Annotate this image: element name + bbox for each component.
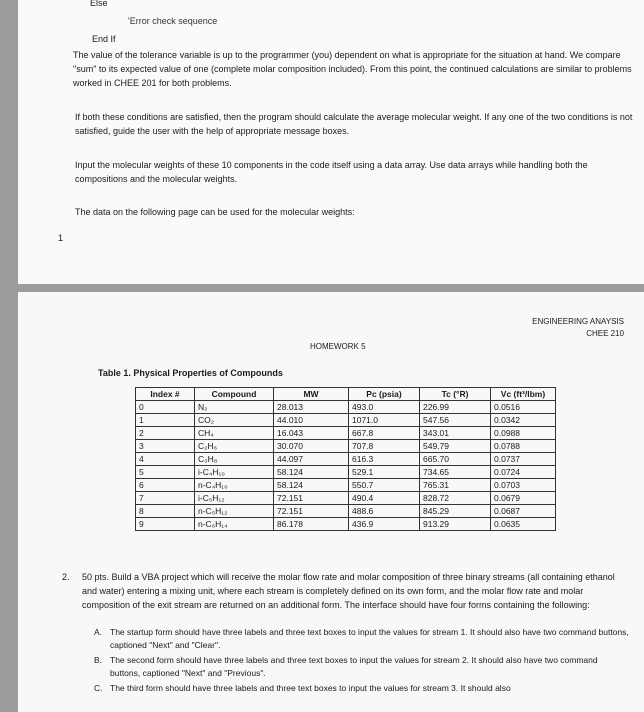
cell-tc: 828.72: [420, 492, 491, 505]
table-caption: Table 1. Physical Properties of Compounds: [98, 368, 283, 378]
cell-mw: 16.043: [274, 427, 349, 440]
properties-table: [135, 387, 556, 531]
cell-vc: 0.0988: [491, 427, 556, 440]
cell-compound: n-C₅H₁₂: [195, 505, 274, 518]
cell-pc: 1071.0: [349, 414, 420, 427]
cell-vc: 0.0635: [491, 518, 556, 531]
table-row: [136, 427, 556, 440]
list-item-text: The startup form should have three labels and three text boxes to input the values for stream 1. It should also have two command buttons, captioned "Next" and "Clear".: [110, 627, 629, 650]
cell-vc: 0.0342: [491, 414, 556, 427]
cell-tc: 547.56: [420, 414, 491, 427]
cell-compound: CH₄: [195, 427, 274, 440]
cell-pc: 490.4: [349, 492, 420, 505]
code-else: Else: [90, 0, 108, 8]
cell-compound: CO₂: [195, 414, 274, 427]
list-item-text: The third form should have three labels and three text boxes to input the values for stream 3. It should also: [110, 683, 511, 693]
header-mw: MW: [274, 388, 349, 401]
list-item: [94, 654, 630, 680]
cell-tc: 845.29: [420, 505, 491, 518]
course-code: CHEE 210: [586, 329, 624, 338]
table-row: [136, 466, 556, 479]
cell-index: 5: [136, 466, 195, 479]
table-row: [136, 492, 556, 505]
cell-pc: 667.8: [349, 427, 420, 440]
list-item: [94, 626, 630, 652]
cell-compound: i-C₄H₁₀: [195, 466, 274, 479]
cell-mw: 86.178: [274, 518, 349, 531]
cell-index: 0: [136, 401, 195, 414]
table-row: [136, 518, 556, 531]
code-comment: 'Error check sequence: [128, 16, 218, 26]
cell-mw: 44.010: [274, 414, 349, 427]
cell-pc: 529.1: [349, 466, 420, 479]
table-row: [136, 414, 556, 427]
list-item-text: The second form should have three labels and three text boxes to input the values for stream 2. It should also have two command buttons, captioned "Next" and "Previous".: [110, 655, 598, 678]
cell-mw: 58.124: [274, 479, 349, 492]
course-header: [532, 316, 624, 340]
table-row: [136, 505, 556, 518]
header-compound: Compound: [195, 388, 274, 401]
cell-pc: 488.6: [349, 505, 420, 518]
cell-tc: 913.29: [420, 518, 491, 531]
document-page-1: [18, 0, 644, 284]
cell-tc: 665.70: [420, 453, 491, 466]
cell-index: 2: [136, 427, 195, 440]
cell-vc: 0.0679: [491, 492, 556, 505]
cell-pc: 436.9: [349, 518, 420, 531]
cell-tc: 226.99: [420, 401, 491, 414]
cell-tc: 343.01: [420, 427, 491, 440]
cell-tc: 734.65: [420, 466, 491, 479]
cell-index: 8: [136, 505, 195, 518]
list-item-label: A.: [94, 627, 103, 637]
cell-mw: 58.124: [274, 466, 349, 479]
cell-mw: 30.070: [274, 440, 349, 453]
document-page-2: [18, 292, 644, 712]
cell-compound: C₃H₈: [195, 453, 274, 466]
list-item-label: B.: [94, 655, 103, 665]
cell-vc: 0.0724: [491, 466, 556, 479]
header-tc: Tc (°R): [420, 388, 491, 401]
header-index: Index #: [136, 388, 195, 401]
cell-vc: 0.0737: [491, 453, 556, 466]
table-row: [136, 401, 556, 414]
list-item-label: C.: [94, 683, 103, 693]
cell-index: 1: [136, 414, 195, 427]
cell-index: 9: [136, 518, 195, 531]
question-number: 2.: [62, 572, 70, 582]
cell-mw: 28.013: [274, 401, 349, 414]
homework-title: HOMEWORK 5: [310, 342, 366, 351]
cell-tc: 765.31: [420, 479, 491, 492]
cell-vc: 0.0703: [491, 479, 556, 492]
table-row: [136, 440, 556, 453]
cell-compound: n-C₄H₁₀: [195, 479, 274, 492]
cell-pc: 707.8: [349, 440, 420, 453]
cell-tc: 549.79: [420, 440, 491, 453]
cell-pc: 550.7: [349, 479, 420, 492]
header-vc: Vc (ft³/lbm): [491, 388, 556, 401]
cell-mw: 72.151: [274, 505, 349, 518]
cell-compound: i-C₅H₁₂: [195, 492, 274, 505]
paragraph-following-page: The data on the following page can be used for the molecular weights:: [75, 207, 355, 217]
cell-pc: 493.0: [349, 401, 420, 414]
cell-vc: 0.0516: [491, 401, 556, 414]
list-item: [94, 682, 630, 695]
cell-compound: N₂: [195, 401, 274, 414]
cell-index: 4: [136, 453, 195, 466]
cell-index: 7: [136, 492, 195, 505]
paragraph-conditions: If both these conditions are satisfied, then the program should calculate the average molecular weight. If any one of the two conditions is not satisfied, guide the user with the help of appropriate message boxes.: [75, 112, 633, 136]
page-number: 1: [58, 233, 64, 243]
cell-index: 6: [136, 479, 195, 492]
cell-vc: 0.0687: [491, 505, 556, 518]
cell-compound: C₂H₆: [195, 440, 274, 453]
code-end-if: End If: [92, 34, 116, 44]
cell-vc: 0.0788: [491, 440, 556, 453]
paragraph-data-array: Input the molecular weights of these 10 components in the code itself using a data array. Use data arrays while handling both the compositions and the molecular weights.: [75, 160, 588, 184]
course-title: ENGINEERING ANAYSIS: [532, 317, 624, 326]
paragraph-tolerance: The value of the tolerance variable is up to the programmer (you) dependent on what is appropriate for the situation at hand. We compare "sum" to its expected value of one (complete molar composition included). From this point, the continued calculations are similar to problems worked in CHEE 201 for both problems.: [73, 50, 632, 88]
table-row: [136, 479, 556, 492]
header-pc: Pc (psia): [349, 388, 420, 401]
question-text: 50 pts. Build a VBA project which will receive the molar flow rate and molar composition of three binary streams (all containing ethanol and water) entering a mixing unit, where each stream is completely defined on its own form, and the molar flow rate and molar composition of the exit stream are returned on an additional form. The interface should have four forms containing the following:: [82, 572, 615, 610]
cell-pc: 616.3: [349, 453, 420, 466]
cell-mw: 72.151: [274, 492, 349, 505]
cell-index: 3: [136, 440, 195, 453]
table-header-row: [136, 388, 556, 401]
cell-compound: n-C₆H₁₄: [195, 518, 274, 531]
table-row: [136, 453, 556, 466]
cell-mw: 44.097: [274, 453, 349, 466]
